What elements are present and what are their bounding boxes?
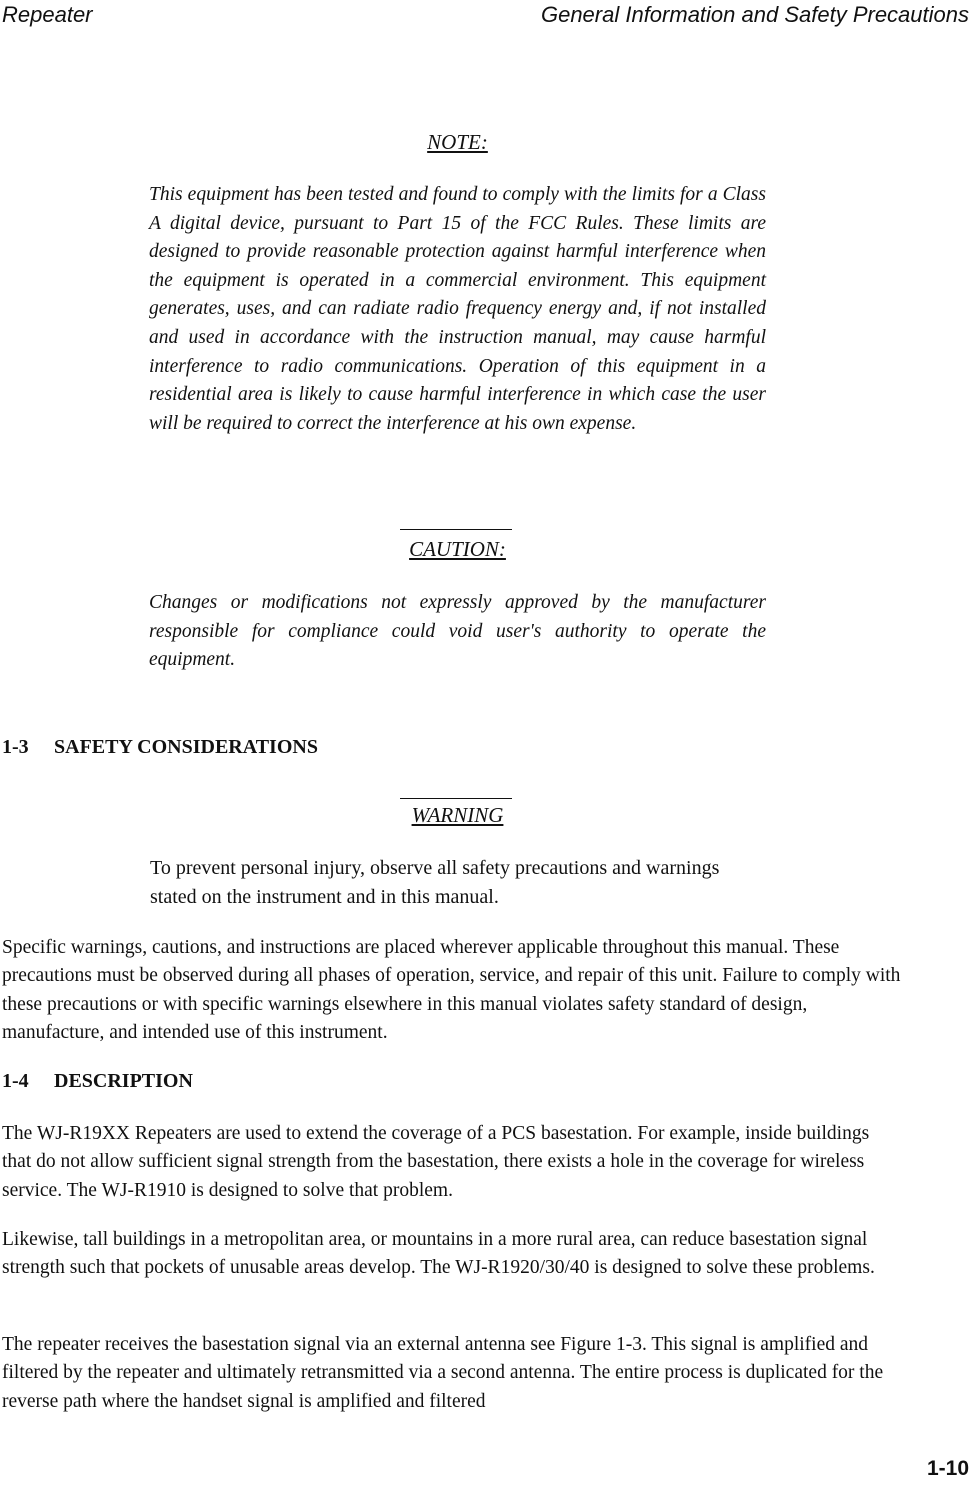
caution-rule: [400, 529, 512, 530]
header-left-title: Repeater: [2, 2, 93, 27]
description-section-number: 1-4: [2, 1070, 29, 1092]
safety-section-title: SAFETY CONSIDERATIONS: [54, 736, 318, 758]
description-section-heading: [2, 1067, 193, 1095]
safety-paragraph: Specific warnings, cautions, and instructions are placed wherever applicable throughout this manual. These precautions must be observed during all phases of operation, service, and repair of this unit. Failure to comply with these precautions or with specific warnings elsewhere in this manual violates safety standard of design, manufacture, and intended use of this instrument.: [2, 937, 901, 1044]
description-paragraph-2: Likewise, tall buildings in a metropolitan area, or mountains in a more rural area, can reduce basestation signal strength such that pockets of unusable areas develop. The WJ-R1920/30/40 is designed to solve these problems.: [2, 1229, 875, 1279]
safety-section-heading: [2, 733, 318, 761]
description-paragraph-3: The repeater receives the basestation signal via an external antenna see Figure 1-3. This signal is amplified and filtered by the repeater and ultimately retransmitted via a second antenna. The entire process is duplicated for the reverse path where the handset signal is amplified and filtered: [2, 1334, 884, 1412]
warning-rule: [400, 798, 512, 799]
description-paragraph-1: The WJ-R19XX Repeaters are used to extend the coverage of a PCS basestation. For example, inside buildings that do not allow sufficient signal strength from the basestation, there exists a hole in the coverage for wireless service. The WJ-R1910 is designed to solve that problem.: [2, 1123, 870, 1201]
note-title: NOTE:: [427, 130, 488, 154]
description-section-title: DESCRIPTION: [54, 1070, 193, 1092]
warning-title: WARNING: [411, 803, 504, 827]
caution-body: Changes or modifications not expressly approved by the manufacturer responsible for compliance could void user's authority to operate the equipment.: [149, 592, 766, 671]
safety-section-number: 1-3: [2, 736, 29, 758]
warning-body: To prevent personal injury, observe all safety precautions and warnings stated on the instrument and in this manual.: [150, 857, 720, 908]
note-body: This equipment has been tested and found to comply with the limits for a Class A digital device, pursuant to Part 15 of the FCC Rules. These limits are designed to provide reasonable protection against harmful interference when the equipment is operated in a commercial environment. This equipment generates, uses, and can radiate radio frequency energy and, if not installed and used in accordance with the instruction manual, may cause harmful interference to radio communications. Operation of this equipment in a residential area is likely to cause harmful interference in which case the user will be required to correct the interference at his own expense.: [149, 184, 766, 434]
header-right-title: General Information and Safety Precautions: [540, 2, 969, 27]
page-number: 1-10: [926, 1457, 969, 1480]
caution-title: CAUTION:: [409, 537, 506, 561]
